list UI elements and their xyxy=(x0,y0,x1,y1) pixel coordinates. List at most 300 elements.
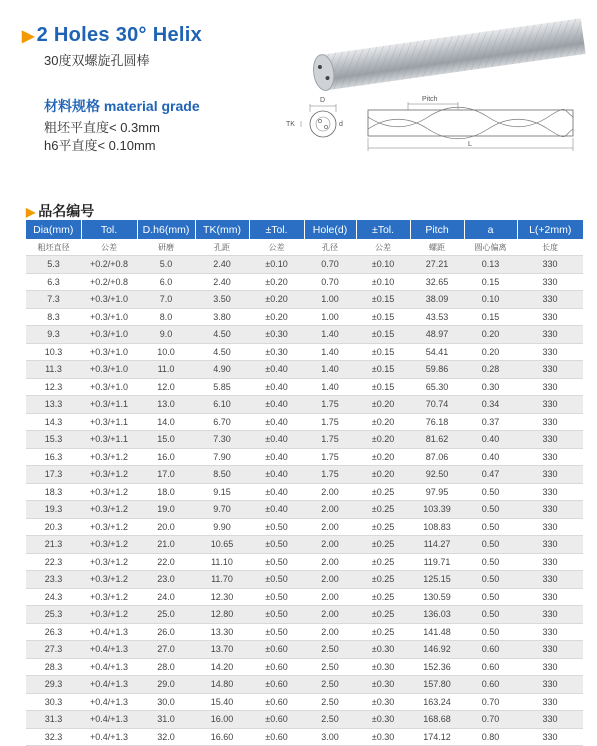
table-cell: 2.00 xyxy=(304,606,356,624)
table-cell: +0.3/+1.2 xyxy=(81,571,137,589)
table-cell: 15.0 xyxy=(137,431,195,449)
table-cell: 2.50 xyxy=(304,693,356,711)
table-cell: 2.00 xyxy=(304,501,356,519)
table-cell: 1.75 xyxy=(304,396,356,414)
table-row xyxy=(26,501,583,519)
table-cell: 330 xyxy=(517,326,583,344)
table-cell: 7.90 xyxy=(195,448,249,466)
table-cell: 0.28 xyxy=(464,361,517,379)
table-cell: 0.40 xyxy=(464,431,517,449)
table-row xyxy=(26,431,583,449)
table-cell: 87.06 xyxy=(410,448,464,466)
table-cell: 76.18 xyxy=(410,413,464,431)
table-cell: 0.20 xyxy=(464,343,517,361)
table-cell: 16.00 xyxy=(195,711,249,729)
table-cell: 13.3 xyxy=(26,396,81,414)
table-cell: ±0.25 xyxy=(356,606,410,624)
table-cell: 0.70 xyxy=(464,711,517,729)
table-cell: 2.50 xyxy=(304,641,356,659)
table-row xyxy=(26,518,583,536)
title-arrow-icon: ▶ xyxy=(22,28,35,45)
table-cell: +0.3/+1.0 xyxy=(81,291,137,309)
table-cell: 18.0 xyxy=(137,483,195,501)
table-cell: 330 xyxy=(517,361,583,379)
table-cell: 2.50 xyxy=(304,658,356,676)
table-cell: 0.10 xyxy=(464,291,517,309)
table-cell: 330 xyxy=(517,256,583,274)
table-cell: 0.70 xyxy=(464,693,517,711)
table-cell: 20.3 xyxy=(26,518,81,536)
table-row xyxy=(26,623,583,641)
table-cell: ±0.40 xyxy=(249,378,304,396)
column-header: ±Tol. xyxy=(356,220,410,239)
material-grade-title: 材料规格 material grade xyxy=(44,98,200,114)
table-cell: ±0.40 xyxy=(249,501,304,519)
table-cell: 0.60 xyxy=(464,641,517,659)
table-row xyxy=(26,588,583,606)
table-row xyxy=(26,676,583,694)
column-subheader: 圆心偏离 xyxy=(464,239,517,256)
table-cell: 2.00 xyxy=(304,518,356,536)
table-cell: 20.0 xyxy=(137,518,195,536)
table-cell: +0.3/+1.0 xyxy=(81,326,137,344)
table-cell: 0.50 xyxy=(464,518,517,536)
table-cell: 330 xyxy=(517,501,583,519)
table-row xyxy=(26,326,583,344)
table-cell: 26.3 xyxy=(26,623,81,641)
table-cell: ±0.10 xyxy=(356,273,410,291)
table-cell: 32.65 xyxy=(410,273,464,291)
table-cell: 0.50 xyxy=(464,553,517,571)
table-cell: 16.3 xyxy=(26,448,81,466)
table-cell: ±0.30 xyxy=(356,693,410,711)
table-cell: 10.0 xyxy=(137,343,195,361)
column-header: Pitch xyxy=(410,220,464,239)
table-cell: 54.41 xyxy=(410,343,464,361)
table-cell: 330 xyxy=(517,308,583,326)
table-cell: ±0.30 xyxy=(249,326,304,344)
table-cell: ±0.25 xyxy=(356,501,410,519)
table-cell: 22.0 xyxy=(137,553,195,571)
table-cell: 21.0 xyxy=(137,536,195,554)
table-cell: 38.09 xyxy=(410,291,464,309)
technical-drawing xyxy=(280,90,580,156)
table-cell: 330 xyxy=(517,693,583,711)
table-cell: 21.3 xyxy=(26,536,81,554)
table-cell: 330 xyxy=(517,466,583,484)
table-cell: ±0.15 xyxy=(356,291,410,309)
table-cell: 3.00 xyxy=(304,728,356,746)
straightness-h6: h6平直度< 0.10mm xyxy=(44,138,156,153)
table-cell: 5.85 xyxy=(195,378,249,396)
table-cell: +0.2/+0.8 xyxy=(81,273,137,291)
table-cell: 330 xyxy=(517,448,583,466)
table-cell: 0.50 xyxy=(464,588,517,606)
table-cell: 1.75 xyxy=(304,466,356,484)
table-cell: 65.30 xyxy=(410,378,464,396)
table-cell: 43.53 xyxy=(410,308,464,326)
column-subheader: 公差 xyxy=(249,239,304,256)
table-row xyxy=(26,483,583,501)
table-cell: ±0.15 xyxy=(356,308,410,326)
table-cell: 28.0 xyxy=(137,658,195,676)
table-cell: ±0.60 xyxy=(249,641,304,659)
table-cell: 5.0 xyxy=(137,256,195,274)
table-cell: ±0.30 xyxy=(249,343,304,361)
table-cell: 141.48 xyxy=(410,623,464,641)
section-title-text: 品名编号 xyxy=(38,203,95,219)
table-cell: +0.4/+1.3 xyxy=(81,641,137,659)
table-row xyxy=(26,448,583,466)
table-cell: 136.03 xyxy=(410,606,464,624)
table-row xyxy=(26,291,583,309)
table-cell: 4.90 xyxy=(195,361,249,379)
table-cell: ±0.60 xyxy=(249,728,304,746)
table-cell: 6.0 xyxy=(137,273,195,291)
table-cell: ±0.10 xyxy=(356,256,410,274)
table-cell: 5.3 xyxy=(26,256,81,274)
column-header: a xyxy=(464,220,517,239)
column-subheader: 粗坯直径 xyxy=(26,239,81,256)
table-cell: ±0.40 xyxy=(249,396,304,414)
table-cell: 330 xyxy=(517,553,583,571)
column-subheader: 公差 xyxy=(356,239,410,256)
table-cell: 330 xyxy=(517,711,583,729)
table-cell: +0.3/+1.2 xyxy=(81,466,137,484)
table-cell: 13.30 xyxy=(195,623,249,641)
table-cell: 16.0 xyxy=(137,448,195,466)
table-cell: +0.3/+1.0 xyxy=(81,343,137,361)
table-cell: 11.3 xyxy=(26,361,81,379)
table-cell: ±0.40 xyxy=(249,431,304,449)
table-cell: +0.4/+1.3 xyxy=(81,728,137,746)
table-cell: 8.0 xyxy=(137,308,195,326)
section-title xyxy=(26,201,94,221)
table-cell: ±0.40 xyxy=(249,483,304,501)
table-cell: ±0.20 xyxy=(356,413,410,431)
table-cell: 163.24 xyxy=(410,693,464,711)
table-cell: 3.50 xyxy=(195,291,249,309)
table-header-row xyxy=(26,220,583,239)
table-cell: 1.75 xyxy=(304,413,356,431)
table-cell: 130.59 xyxy=(410,588,464,606)
spec-table xyxy=(26,220,583,746)
table-cell: ±0.30 xyxy=(356,641,410,659)
table-cell: +0.3/+1.2 xyxy=(81,501,137,519)
table-row xyxy=(26,571,583,589)
table-cell: ±0.30 xyxy=(356,711,410,729)
table-cell: 2.00 xyxy=(304,588,356,606)
table-cell: 92.50 xyxy=(410,466,464,484)
table-cell: +0.3/+1.1 xyxy=(81,413,137,431)
table-cell: ±0.25 xyxy=(356,483,410,501)
table-cell: 2.00 xyxy=(304,623,356,641)
table-cell: ±0.20 xyxy=(249,291,304,309)
table-cell: 1.40 xyxy=(304,343,356,361)
table-cell: ±0.50 xyxy=(249,606,304,624)
table-cell: 0.50 xyxy=(464,483,517,501)
table-cell: ±0.20 xyxy=(356,396,410,414)
table-cell: 330 xyxy=(517,676,583,694)
table-cell: 12.30 xyxy=(195,588,249,606)
table-cell: 7.3 xyxy=(26,291,81,309)
diagram-label-tk: TK xyxy=(286,121,295,128)
table-cell: 12.0 xyxy=(137,378,195,396)
table-cell: 1.75 xyxy=(304,448,356,466)
table-cell: 29.0 xyxy=(137,676,195,694)
table-cell: 14.20 xyxy=(195,658,249,676)
table-cell: ±0.30 xyxy=(356,676,410,694)
table-cell: 81.62 xyxy=(410,431,464,449)
table-cell: 19.0 xyxy=(137,501,195,519)
table-cell: 24.0 xyxy=(137,588,195,606)
table-cell: 25.3 xyxy=(26,606,81,624)
table-cell: ±0.50 xyxy=(249,553,304,571)
table-cell: 4.50 xyxy=(195,343,249,361)
table-cell: 8.50 xyxy=(195,466,249,484)
table-cell: 18.3 xyxy=(26,483,81,501)
table-row xyxy=(26,256,583,274)
table-cell: +0.3/+1.0 xyxy=(81,361,137,379)
table-cell: ±0.15 xyxy=(356,361,410,379)
table-row xyxy=(26,711,583,729)
table-cell: ±0.50 xyxy=(249,536,304,554)
table-cell: ±0.20 xyxy=(356,466,410,484)
table-cell: 330 xyxy=(517,588,583,606)
table-row xyxy=(26,693,583,711)
table-cell: 0.60 xyxy=(464,676,517,694)
table-cell: +0.4/+1.3 xyxy=(81,711,137,729)
table-cell: ±0.20 xyxy=(356,448,410,466)
table-cell: 29.3 xyxy=(26,676,81,694)
table-row xyxy=(26,553,583,571)
table-row xyxy=(26,396,583,414)
table-row xyxy=(26,413,583,431)
table-cell: 330 xyxy=(517,291,583,309)
column-header: D.h6(mm) xyxy=(137,220,195,239)
table-cell: +0.2/+0.8 xyxy=(81,256,137,274)
table-cell: 48.97 xyxy=(410,326,464,344)
column-subheader: 孔距 xyxy=(195,239,249,256)
table-cell: 17.3 xyxy=(26,466,81,484)
table-cell: 2.00 xyxy=(304,483,356,501)
table-cell: 114.27 xyxy=(410,536,464,554)
table-cell: 10.3 xyxy=(26,343,81,361)
table-cell: 0.70 xyxy=(304,273,356,291)
table-cell: 330 xyxy=(517,606,583,624)
table-cell: ±0.40 xyxy=(249,413,304,431)
table-cell: 2.50 xyxy=(304,676,356,694)
table-cell: 19.3 xyxy=(26,501,81,519)
table-row xyxy=(26,273,583,291)
table-cell: 9.3 xyxy=(26,326,81,344)
table-cell: 0.37 xyxy=(464,413,517,431)
table-cell: 2.40 xyxy=(195,273,249,291)
table-cell: 330 xyxy=(517,378,583,396)
table-cell: 2.00 xyxy=(304,553,356,571)
table-cell: +0.3/+1.2 xyxy=(81,483,137,501)
column-header: ±Tol. xyxy=(249,220,304,239)
table-cell: 0.13 xyxy=(464,256,517,274)
table-cell: 1.40 xyxy=(304,378,356,396)
table-cell: ±0.60 xyxy=(249,676,304,694)
column-subheader: 螺距 xyxy=(410,239,464,256)
table-cell: 27.3 xyxy=(26,641,81,659)
table-cell: 103.39 xyxy=(410,501,464,519)
table-cell: +0.3/+1.2 xyxy=(81,606,137,624)
table-cell: 7.30 xyxy=(195,431,249,449)
table-cell: 0.34 xyxy=(464,396,517,414)
table-cell: 9.90 xyxy=(195,518,249,536)
table-cell: ±0.25 xyxy=(356,623,410,641)
table-cell: 7.0 xyxy=(137,291,195,309)
table-cell: +0.3/+1.2 xyxy=(81,553,137,571)
section-marker-icon: ▶ xyxy=(26,205,36,219)
table-cell: 6.10 xyxy=(195,396,249,414)
table-cell: 0.60 xyxy=(464,658,517,676)
column-header: Tol. xyxy=(81,220,137,239)
table-cell: 1.00 xyxy=(304,308,356,326)
table-cell: 15.3 xyxy=(26,431,81,449)
title-text: 2 Holes 30° Helix xyxy=(36,24,203,46)
table-cell: 12.80 xyxy=(195,606,249,624)
table-cell: 119.71 xyxy=(410,553,464,571)
table-cell: ±0.25 xyxy=(356,553,410,571)
table-cell: ±0.40 xyxy=(249,466,304,484)
table-cell: 0.47 xyxy=(464,466,517,484)
table-cell: +0.3/+1.1 xyxy=(81,396,137,414)
table-cell: 17.0 xyxy=(137,466,195,484)
table-cell: +0.3/+1.0 xyxy=(81,308,137,326)
table-cell: 0.50 xyxy=(464,623,517,641)
table-cell: 24.3 xyxy=(26,588,81,606)
table-cell: ±0.60 xyxy=(249,711,304,729)
table-cell: 4.50 xyxy=(195,326,249,344)
table-cell: 330 xyxy=(517,273,583,291)
column-header: Dia(mm) xyxy=(26,220,81,239)
table-cell: 23.3 xyxy=(26,571,81,589)
column-header: TK(mm) xyxy=(195,220,249,239)
column-header: Hole(d) xyxy=(304,220,356,239)
table-cell: 70.74 xyxy=(410,396,464,414)
table-cell: 330 xyxy=(517,343,583,361)
table-cell: ±0.20 xyxy=(249,308,304,326)
table-cell: ±0.50 xyxy=(249,518,304,536)
table-cell: 330 xyxy=(517,728,583,746)
table-cell: ±0.25 xyxy=(356,588,410,606)
table-cell: 27.0 xyxy=(137,641,195,659)
table-cell: 1.00 xyxy=(304,291,356,309)
column-subheader: 研磨 xyxy=(137,239,195,256)
table-cell: 0.15 xyxy=(464,308,517,326)
table-row xyxy=(26,728,583,746)
table-cell: 14.3 xyxy=(26,413,81,431)
table-cell: 330 xyxy=(517,518,583,536)
table-cell: 146.92 xyxy=(410,641,464,659)
table-cell: 3.80 xyxy=(195,308,249,326)
table-cell: 31.0 xyxy=(137,711,195,729)
table-cell: 9.15 xyxy=(195,483,249,501)
table-cell: 330 xyxy=(517,571,583,589)
table-cell: 168.68 xyxy=(410,711,464,729)
table-cell: 0.80 xyxy=(464,728,517,746)
table-cell: 32.3 xyxy=(26,728,81,746)
rod-illustration xyxy=(296,12,586,92)
table-cell: 25.0 xyxy=(137,606,195,624)
table-cell: 9.0 xyxy=(137,326,195,344)
table-cell: 108.83 xyxy=(410,518,464,536)
table-row xyxy=(26,361,583,379)
table-cell: 330 xyxy=(517,431,583,449)
table-cell: 14.0 xyxy=(137,413,195,431)
table-cell: 0.70 xyxy=(304,256,356,274)
column-subheader: 长度 xyxy=(517,239,583,256)
table-cell: 330 xyxy=(517,536,583,554)
table-cell: 330 xyxy=(517,396,583,414)
column-subheader: 孔径 xyxy=(304,239,356,256)
table-cell: 11.70 xyxy=(195,571,249,589)
table-cell: 11.0 xyxy=(137,361,195,379)
table-cell: ±0.15 xyxy=(356,378,410,396)
table-cell: 330 xyxy=(517,623,583,641)
diagram-label-d-upper: D xyxy=(320,97,326,104)
table-cell: 2.00 xyxy=(304,571,356,589)
table-cell: 330 xyxy=(517,483,583,501)
table-cell: 125.15 xyxy=(410,571,464,589)
column-subheader: 公差 xyxy=(81,239,137,256)
table-cell: ±0.60 xyxy=(249,693,304,711)
table-cell: +0.3/+1.2 xyxy=(81,518,137,536)
table-row xyxy=(26,343,583,361)
table-cell: +0.3/+1.0 xyxy=(81,378,137,396)
table-cell: 0.30 xyxy=(464,378,517,396)
table-row xyxy=(26,641,583,659)
table-cell: 2.50 xyxy=(304,711,356,729)
table-cell: 2.40 xyxy=(195,256,249,274)
table-cell: 0.50 xyxy=(464,501,517,519)
table-cell: 59.86 xyxy=(410,361,464,379)
table-cell: +0.4/+1.3 xyxy=(81,693,137,711)
table-cell: ±0.20 xyxy=(249,273,304,291)
table-cell: 11.10 xyxy=(195,553,249,571)
table-cell: 174.12 xyxy=(410,728,464,746)
table-cell: +0.3/+1.2 xyxy=(81,536,137,554)
table-cell: 32.0 xyxy=(137,728,195,746)
table-cell: 13.70 xyxy=(195,641,249,659)
table-cell: 0.15 xyxy=(464,273,517,291)
table-cell: 1.40 xyxy=(304,361,356,379)
table-cell: 330 xyxy=(517,641,583,659)
table-cell: 157.80 xyxy=(410,676,464,694)
table-cell: 13.0 xyxy=(137,396,195,414)
table-cell: 22.3 xyxy=(26,553,81,571)
table-cell: 16.60 xyxy=(195,728,249,746)
table-cell: 330 xyxy=(517,413,583,431)
table-cell: ±0.15 xyxy=(356,326,410,344)
table-cell: ±0.40 xyxy=(249,448,304,466)
table-cell: 8.3 xyxy=(26,308,81,326)
table-cell: 14.80 xyxy=(195,676,249,694)
table-row xyxy=(26,466,583,484)
table-subheader-row xyxy=(26,239,583,256)
table-cell: 0.20 xyxy=(464,326,517,344)
page-subtitle: 30度双螺旋孔圆棒 xyxy=(44,53,150,68)
table-cell: 28.3 xyxy=(26,658,81,676)
table-cell: +0.4/+1.3 xyxy=(81,676,137,694)
straightness-rough: 粗坯平直度< 0.3mm xyxy=(44,120,160,135)
table-cell: ±0.40 xyxy=(249,361,304,379)
table-cell: ±0.25 xyxy=(356,536,410,554)
